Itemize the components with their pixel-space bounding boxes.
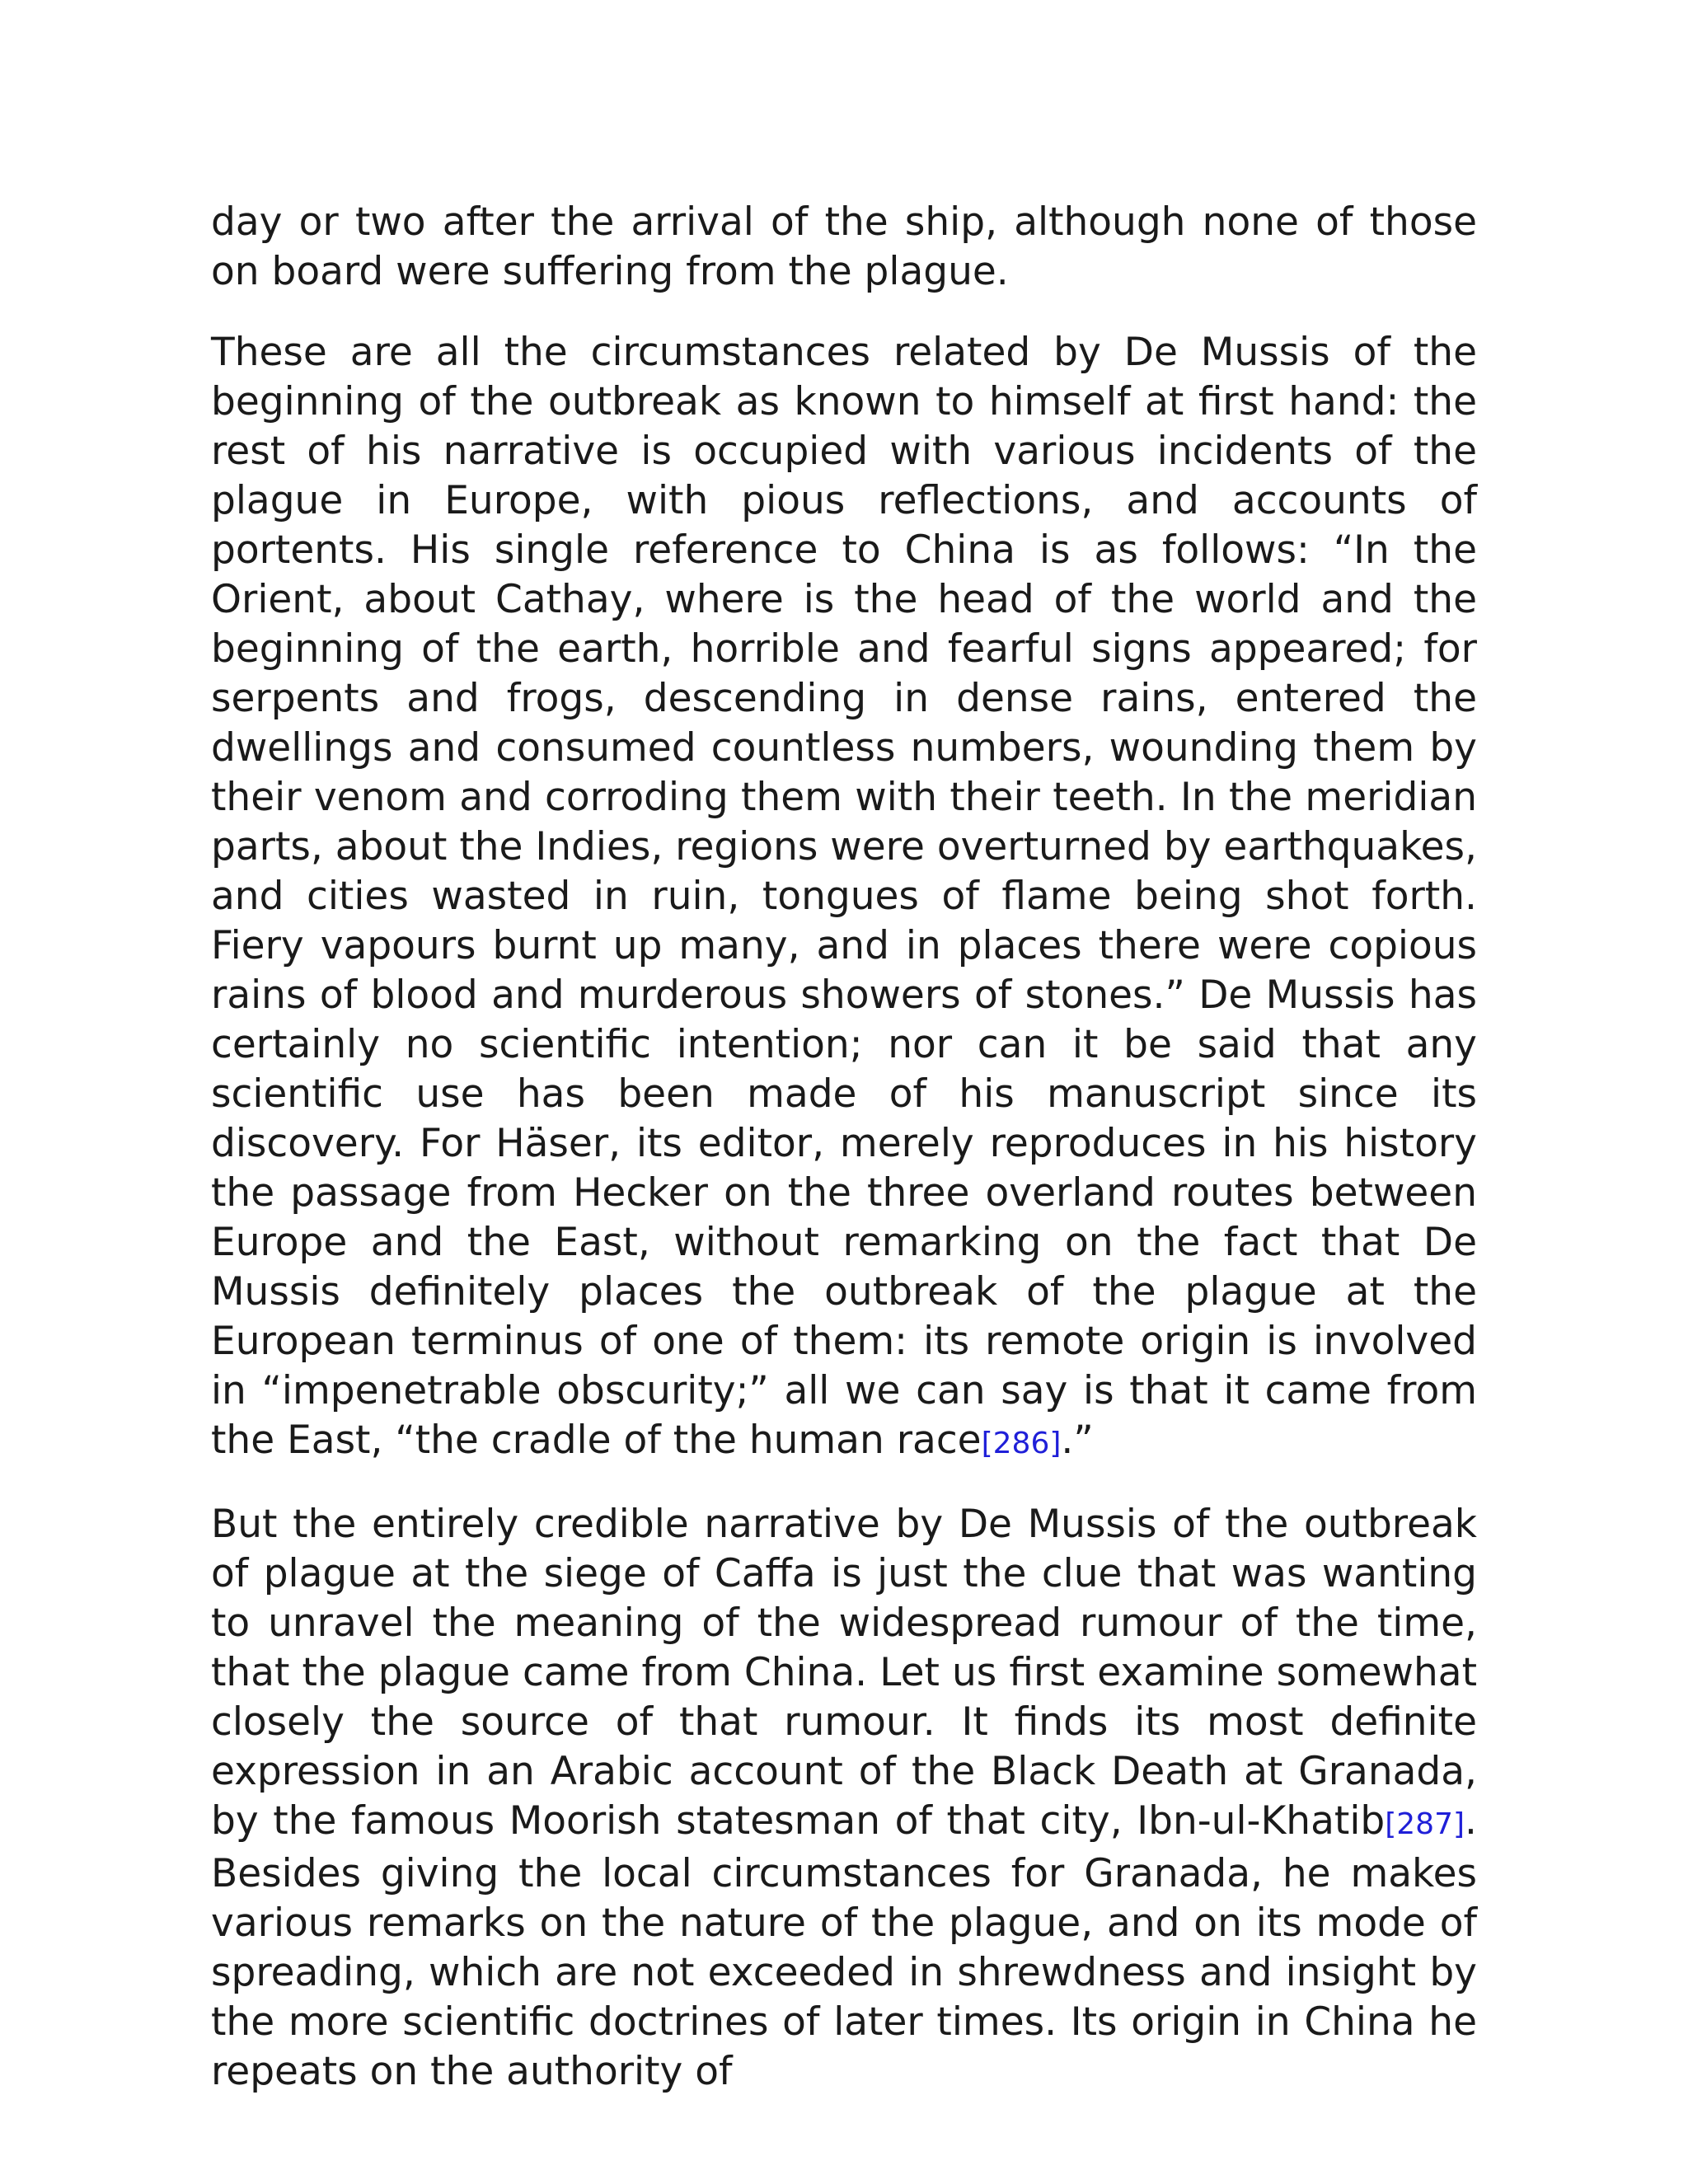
paragraph-text: day or two after the arrival of the ship, although none of those on board were suffering from the plague. (211, 199, 1477, 294)
paragraph-text: These are all the circumstances related by De Mussis of the beginning of the outbreak as known to himself at first hand: the rest of his narrative is occupied with various incidents of the plague in Europe, with pious reflections, and accounts of portents. His single reference to China is as follows: “In the Orient, about Cathay, where is the head of the world and the beginning of the earth, horrible and fearful signs appeared; for serpents and frogs, descending in dense rains, entered the dwellings and consumed countless numbers, wounding them by their venom and corroding them with their teeth. In the meridian parts, about the Indies, regions were overturned by earthquakes, and cities wasted in ruin, tongues of flame being shot forth. Fiery vapours burnt up many, and in places there were copious rains of blood and murderous showers of stones.” De Mussis has certainly no scientific intention; nor can it be said that any scientific use has been made of his manuscript since its discovery. For Häser, its editor, merely reproduces in his history the passage from Hecker on the three overland routes between Europe and the East, without remarking on the fact that De Mussis definitely places the outbreak of the plague at the European terminus of one of them: its remote origin is involved in “impenetrable obscurity;” all we can say is that it came from the East, “the cradle of the human race (211, 330, 1477, 1463)
paragraph-text-after: .” (1061, 1418, 1094, 1463)
paragraph-2 (211, 328, 1477, 1469)
paragraph-text: But the entirely credible narrative by De Mussis of the outbreak of plague at the siege of Caffa is just the clue that was wanting to unravel the meaning of the widespread rumour of the time, that the plague came from China. Let us first examine somewhat closely the source of that rumour. It finds its most definite expression in an Arabic account of the Black Death at Granada, by the famous Moorish statesman of that city, Ibn-ul-Khatib (211, 1502, 1477, 1844)
paragraph-text-after: . Besides giving the local circumstances for Granada, he makes various remarks on the nature of the plague, and on its mode of spreading, which are not exceeded in shrewdness and insight by the more scientific doctrines of later times. Its origin in China he repeats on the authority of (211, 1798, 1477, 2094)
footnote-link-286[interactable]: [286] (981, 1427, 1062, 1460)
document-page (211, 198, 1477, 2128)
paragraph-3 (211, 1500, 1477, 2097)
footnote-link-287[interactable]: [287] (1385, 1807, 1465, 1841)
paragraph-1 (211, 198, 1477, 297)
